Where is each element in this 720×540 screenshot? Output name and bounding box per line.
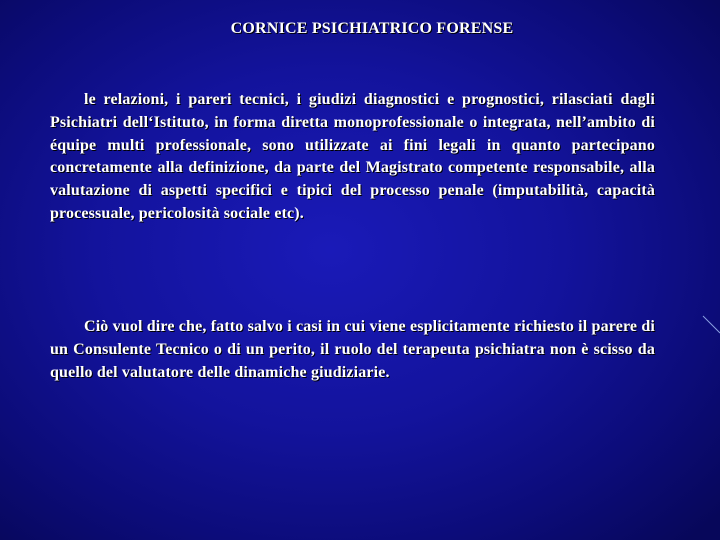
paragraph-2: Ciò vuol dire che, fatto salvo i casi in cui viene esplicitamente richiesto il parere di un Consulente Tecnico o di un perito, il ruolo del terapeuta psichiatra non è scisso da quello del valutatore delle dinamiche giudiziarie. [50, 318, 655, 381]
slide-title: CORNICE PSICHIATRICO FORENSE [230, 20, 514, 37]
paragraph-1: le relazioni, i pareri tecnici, i giudizi diagnostici e prognostici, rilasciati dagli Psichiatri dell‘Istituto, in forma diretta monoprofessionale o integrata, nell’ambito di équipe multi professionale, sono utilizzate ai fini legali in quanto partecipano concretamente alla definizione, da parte del Magistrato competente responsabile, alla valutazione di aspetti specifici e tipici del processo penale (imputabilità, capacità processuale, pericolosità sociale etc). [50, 91, 655, 222]
